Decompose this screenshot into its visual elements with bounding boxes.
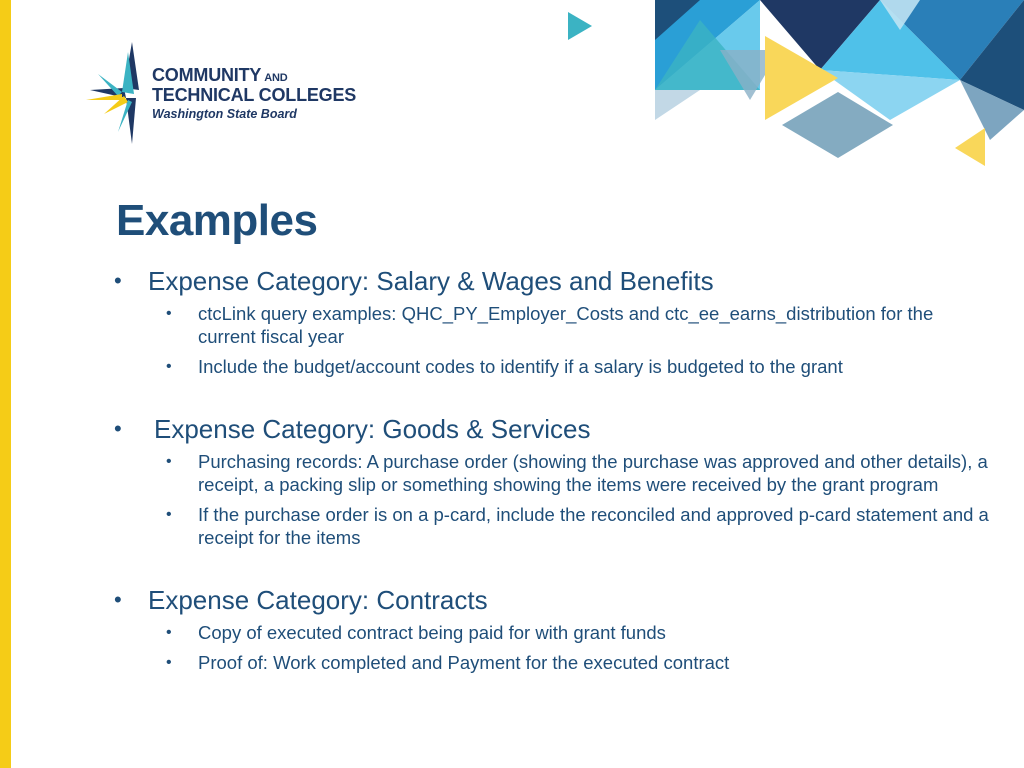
logo-line-3: Washington State Board xyxy=(152,107,297,121)
deco-triangle xyxy=(568,12,592,40)
list-item xyxy=(114,651,994,674)
star-burst-icon xyxy=(84,42,146,144)
list-item-text: Purchasing records: A purchase order (showing the purchase was approved and other details), a receipt, a packing slip or something showing the items were received by the grant program xyxy=(198,451,988,495)
deco-triangle xyxy=(955,128,985,166)
slide-title: Examples xyxy=(116,196,318,245)
bullet-icon: • xyxy=(114,416,122,441)
list-item xyxy=(114,302,994,348)
list-item-text: ctcLink query examples: QHC_PY_Employer_Costs and ctc_ee_earns_distribution for the current fiscal year xyxy=(198,303,934,347)
bullet-icon: • xyxy=(166,453,172,470)
sub-bullet-list xyxy=(114,621,994,674)
list-item xyxy=(114,355,994,378)
logo-text xyxy=(152,66,356,121)
bullet-icon: • xyxy=(114,587,122,612)
bullet-level-1 xyxy=(114,583,994,617)
logo-community: COMMUNITY xyxy=(152,65,262,85)
list-item-text: If the purchase order is on a p-card, include the reconciled and approved p-card statement and a receipt for the items xyxy=(198,504,989,548)
sub-bullet-list xyxy=(114,302,994,378)
list-item-text: Include the budget/account codes to identify if a salary is budgeted to the grant xyxy=(198,356,843,377)
list-item xyxy=(114,503,994,549)
list-item-text: Proof of: Work completed and Payment for the executed contract xyxy=(198,652,730,673)
bullet-icon: • xyxy=(166,506,172,523)
list-item xyxy=(114,621,994,644)
bullet-icon: • xyxy=(114,268,122,293)
bullet-icon: • xyxy=(166,624,172,641)
section-goods-services xyxy=(114,412,994,549)
logo-line-1 xyxy=(152,66,356,84)
logo xyxy=(84,42,384,144)
section-heading: Expense Category: Contracts xyxy=(148,585,488,615)
bullet-level-1 xyxy=(114,264,994,298)
logo-and: AND xyxy=(264,72,288,84)
bullet-icon: • xyxy=(166,358,172,375)
section-salary xyxy=(114,264,994,378)
slide-content xyxy=(114,264,994,708)
bullet-icon: • xyxy=(166,305,172,322)
section-heading: Expense Category: Goods & Services xyxy=(154,414,591,444)
list-item xyxy=(114,450,994,496)
list-item-text: Copy of executed contract being paid for with grant funds xyxy=(198,622,666,643)
deco-triangle xyxy=(655,90,700,120)
bullet-level-1 xyxy=(114,412,994,446)
section-contracts xyxy=(114,583,994,674)
bullet-icon: • xyxy=(166,654,172,671)
section-heading: Expense Category: Salary & Wages and Benefits xyxy=(148,266,714,296)
logo-line-2: TECHNICAL COLLEGES xyxy=(152,85,357,105)
sub-bullet-list xyxy=(114,450,994,549)
